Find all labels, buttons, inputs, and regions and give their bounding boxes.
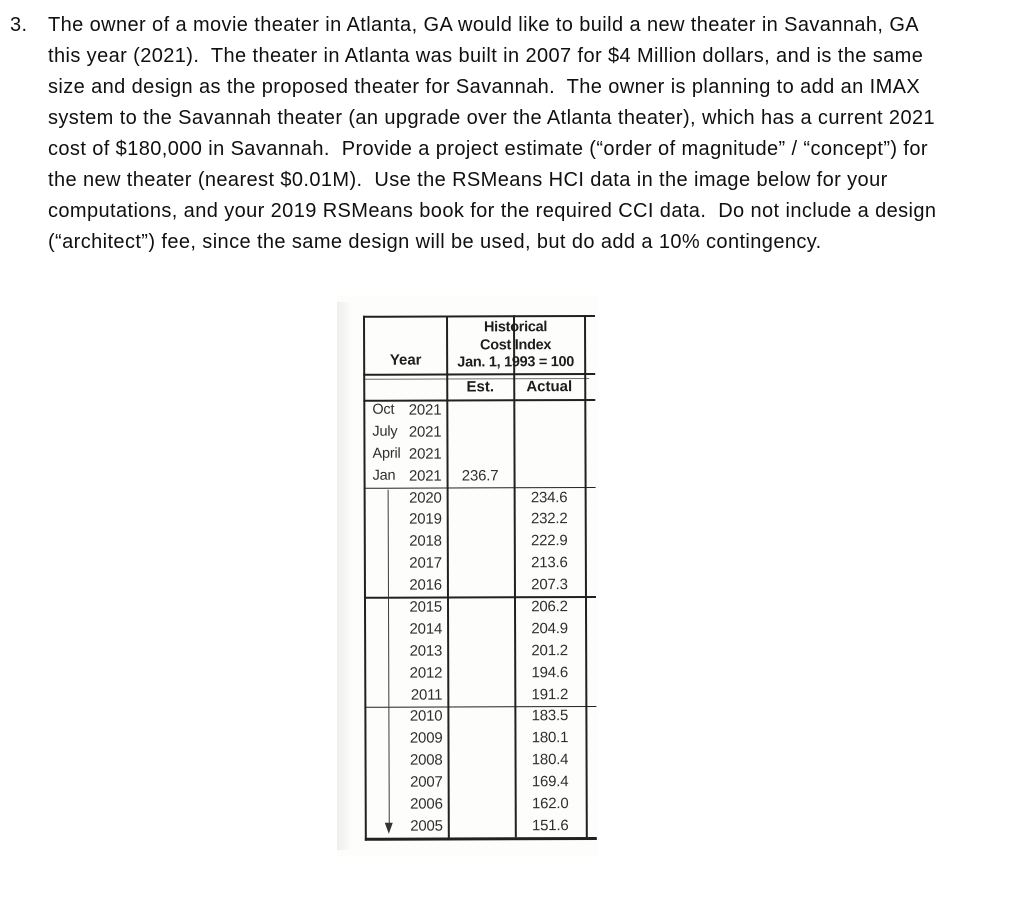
- year-label: 2013: [409, 642, 443, 660]
- actual-value: [513, 399, 584, 421]
- actual-value: 180.1: [531, 729, 569, 747]
- actual-value: 194.6: [531, 663, 569, 681]
- est-value: [446, 421, 513, 443]
- year-label: 2009: [409, 729, 443, 748]
- table-row: [366, 727, 585, 750]
- scan-edge-shadow: [337, 302, 353, 850]
- problem-text: [48, 10, 1014, 258]
- table-row: [366, 530, 585, 553]
- table-row: [366, 552, 585, 575]
- year-cell: [366, 618, 447, 640]
- table-row: [366, 662, 585, 685]
- actual-value: 222.9: [530, 532, 568, 550]
- table-row: [366, 508, 585, 531]
- year-label: 2021: [408, 401, 442, 419]
- year-cell: [366, 728, 447, 750]
- problem-text-line: cost of $180,000 in Savannah. Provide a project estimate (“order of magnitude” / “concept”) for: [48, 138, 928, 160]
- actual-value: [514, 465, 585, 487]
- year-label: 2012: [409, 664, 443, 682]
- actual-value: 183.5: [531, 707, 569, 725]
- actual-value: 207.3: [531, 576, 568, 594]
- est-column-header: Est.: [466, 378, 495, 396]
- year-cell: [365, 400, 446, 422]
- est-value: [448, 793, 515, 815]
- year-cell: [366, 684, 447, 706]
- est-value: [447, 706, 514, 728]
- year-cell: [366, 597, 447, 619]
- year-column-header: Year: [389, 351, 422, 369]
- problem-statement: [10, 10, 1014, 258]
- problem-number: 3.: [10, 14, 28, 36]
- year-label: 2019: [409, 510, 442, 529]
- table-row: [367, 793, 586, 816]
- year-label: 2008: [409, 751, 443, 769]
- hci-table-body: [365, 399, 586, 838]
- year-cell: [367, 750, 448, 772]
- est-value: 236.7: [461, 467, 499, 485]
- year-cell: [366, 553, 447, 575]
- year-cell: [365, 421, 446, 443]
- table-row: [366, 618, 585, 641]
- est-value: [447, 553, 514, 575]
- est-value: [448, 771, 515, 793]
- year-label: 2017: [409, 554, 442, 572]
- year-label: 2011: [410, 686, 443, 704]
- year-cell: [366, 465, 447, 487]
- actual-value: [513, 421, 584, 443]
- hci-header-line: Cost Index: [480, 336, 552, 353]
- hci-header-line: Jan. 1, 1993 = 100: [457, 354, 575, 371]
- est-value: [447, 662, 514, 684]
- actual-value: 180.4: [531, 751, 569, 769]
- table-row: [366, 706, 585, 729]
- table-row: [365, 421, 584, 444]
- est-value: [447, 574, 514, 596]
- year-label: 2007: [410, 773, 443, 791]
- actual-value: 191.2: [531, 685, 569, 703]
- year-cell: [366, 487, 447, 509]
- est-value: [447, 596, 514, 618]
- est-value: [447, 509, 514, 531]
- year-cell: [366, 531, 447, 553]
- problem-text-line: computations, and your 2019 RSMeans book for the required CCI data. Do not include a design: [48, 200, 937, 222]
- table-row: [366, 640, 585, 663]
- est-value: [448, 750, 515, 772]
- year-cell: [367, 815, 448, 837]
- year-cell: [367, 794, 448, 816]
- est-value: [447, 531, 514, 553]
- year-cell: [366, 662, 447, 684]
- table-row: [367, 815, 586, 838]
- year-label: 2020: [409, 489, 442, 507]
- year-label: 2016: [409, 576, 442, 594]
- table-row: [367, 749, 586, 772]
- actual-value: 151.6: [531, 817, 569, 835]
- est-value: [448, 815, 515, 837]
- scanned-table-figure: [337, 296, 599, 856]
- table-bottom-border: [365, 837, 597, 840]
- table-row: [366, 596, 585, 619]
- year-label: 2015: [409, 598, 443, 616]
- hci-column-header: [448, 319, 583, 373]
- arrow-shaft: [388, 490, 390, 824]
- actual-value: [513, 443, 584, 465]
- actual-value: 234.6: [530, 488, 568, 506]
- problem-text-line: (“architect”) fee, since the same design will be used, but do add a 10% contingency.: [48, 231, 822, 253]
- year-cell: [366, 575, 447, 597]
- year-cell: [367, 772, 448, 794]
- problem-text-line: this year (2021). The theater in Atlanta was built in 2007 for $4 Million dollars, and is the same: [48, 45, 924, 67]
- est-value: [447, 618, 514, 640]
- table-row: [366, 684, 585, 707]
- table-row: [365, 443, 584, 466]
- est-value: [447, 487, 514, 509]
- year-cell: [366, 640, 447, 662]
- table-row: [367, 771, 586, 794]
- table-row: [365, 399, 584, 422]
- actual-value: 201.2: [531, 641, 568, 660]
- est-value: [447, 728, 514, 750]
- table-row: [366, 574, 585, 597]
- year-label: 2021: [408, 467, 442, 485]
- est-value: [446, 399, 513, 421]
- year-range-arrow-icon: [383, 490, 395, 835]
- actual-value: 204.9: [531, 620, 568, 638]
- year-label: 2018: [409, 532, 442, 550]
- month-label: July: [372, 423, 398, 440]
- table-row: [366, 487, 585, 510]
- hci-table: [363, 315, 597, 843]
- year-label: 2021: [408, 423, 442, 441]
- year-cell: [366, 509, 447, 531]
- est-value: [447, 684, 514, 706]
- month-label: April: [372, 445, 401, 462]
- actual-value: 169.4: [531, 773, 569, 791]
- year-cell: [366, 706, 447, 728]
- actual-value: 206.2: [531, 598, 568, 616]
- year-label: 2010: [409, 708, 443, 726]
- est-value: [446, 443, 513, 465]
- arrow-head-down: [385, 823, 393, 834]
- year-label: 2014: [409, 620, 443, 638]
- year-label: 2005: [410, 817, 443, 835]
- actual-value: 232.2: [530, 510, 568, 528]
- problem-text-line: the new theater (nearest $0.01M). Use the RSMeans HCI data in the image below for your: [48, 169, 888, 191]
- problem-text-line: The owner of a movie theater in Atlanta, GA would like to build a new theater in Savannah, GA: [48, 14, 920, 36]
- year-label: 2006: [410, 795, 443, 813]
- problem-text-line: system to the Savannah theater (an upgrade over the Atlanta theater), which has a current 2021: [48, 107, 936, 129]
- hci-header-line: Historical: [483, 319, 548, 336]
- actual-value: 162.0: [531, 795, 569, 813]
- year-label: 2021: [408, 445, 442, 463]
- month-label: Oct: [372, 401, 395, 418]
- table-row: [366, 465, 585, 488]
- month-label: Jan: [372, 467, 396, 484]
- actual-value: 213.6: [531, 554, 568, 572]
- actual-column-header: Actual: [526, 378, 573, 396]
- year-cell: [365, 443, 446, 465]
- est-value: [447, 640, 514, 662]
- problem-text-line: size and design as the proposed theater for Savannah. The owner is planning to add an IMAX: [48, 76, 921, 98]
